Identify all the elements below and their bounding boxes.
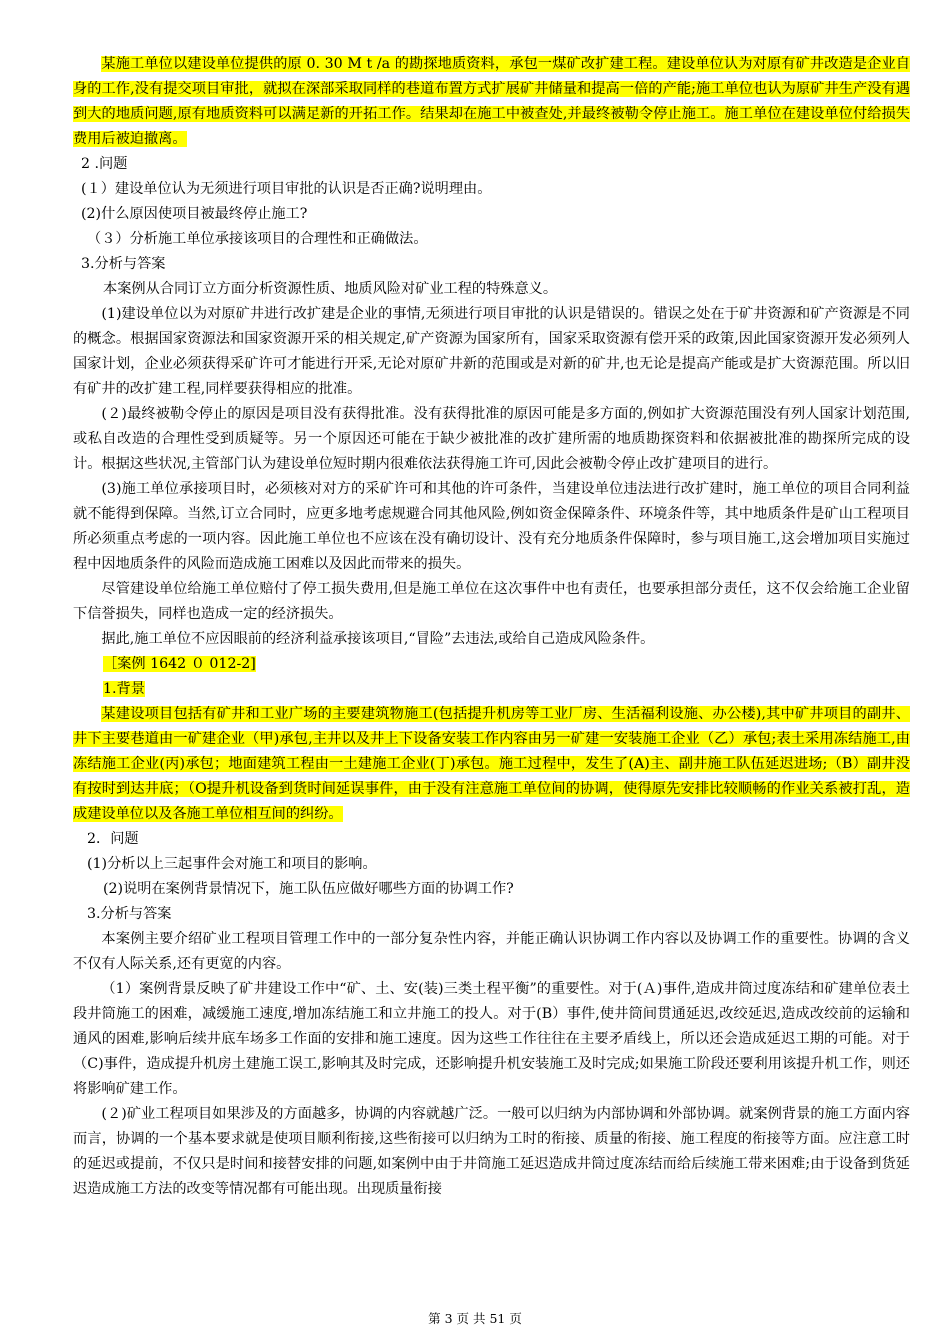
case2-answer-2: (２)矿业工程项目如果涉及的方面越多，协调的内容就越广泛。一般可以归纳为内部协调和外部协调。就案例背景的施工方面内容而言，协调的一个基本要求就是使项目顺利衔接,这些衔接可以归纳为工时的衔接、质量的衔接、施工程度的衔接等方面。应注意工时的延迟或提前，不仅只是时间和接替安排的问题,如案例中由于井筒施工延迟造成井筒过度冻结而给后续施工带来困难;由于设备到货延迟造成施工方法的改变等情况都有可能出现。出现质量衔接: [73, 1106, 910, 1197]
case1-question-2: (2)什么原因使项目被最终停止施工?: [81, 206, 308, 222]
case1-answer-1: (1)建设单位以为对原矿井进行改扩建是企业的事情,无须进行项目审批的认识是错误的。错误之处在于矿井资源和矿产资源是不同的概念。根据国家资源法和国家资源开采的相关规定,矿产资源为国家所有，国家采取资源有偿开采的政策,因此国家资源开发必须列人国家计划，企业必须获得采矿许可才能进行开采,无论对原矿井新的范围或是对新的矿井,也无论是提高产能或是扩大资源范围。所以旧有矿井的改扩建工程,同样要获得相应的批准。: [73, 306, 910, 397]
case1-analysis-intro: 本案例从合同订立方面分析资源性质、地质风险对矿业工程的特殊意义。: [103, 281, 558, 297]
case1-analysis-heading: 3.分析与答案: [81, 256, 166, 272]
highlighted-text: 某建设项目包括有矿井和工业广场的主要建筑物施工(包括提升机房等工业厂房、生活福利设施、办公楼),其中矿井项目的副井、井下主要巷道由一矿建企业（甲)承包,主井以及井上下设备安装工作内容由另一矿建一安装施工企业（乙）承包;表土采用冻结施工,由冻结施工企业(丙)承包；地面建筑工程由一土建施工企业(丁)承包。施工过程中，发生了(A)主、副井施工队伍延迟进场;（B）副井没有按时到达井底；（O提升机设备到货时间延误事件，由于没有注意施工单位间的协调，使得原先安排比较顺畅的作业关系被打乱，造成建设单位以及各施工单位相互间的纠纷。: [73, 706, 910, 822]
page-body: [73, 52, 910, 1202]
highlighted-text: 某施工单位以建设单位提供的原 0. 30 M t /a 的勘探地质资料，承包一煤矿改扩建工程。建设单位认为对原有矿井改造是企业自身的工作,没有提交项目审批，就拟在深部采取同样的巷道布置方式扩展矿井储量和提高一倍的产能;施工单位也认为原矿井生产没有遇到大的地质问题,原有地质资料可以满足新的开拓工作。结果却在施工中被查处,并最终被勒令停止施工。施工单位在建设单位付给损失费用后被迫撤离。: [73, 56, 910, 147]
case1-answer-4: 尽管建设单位给施工单位赔付了停工损失费用,但是施工单位在这次事件中也有责任，也要承担部分责任，这不仅会给施工企业留下信誉损失，同样也造成一定的经济损失。: [73, 581, 910, 622]
page-footer: 第 3 页 共 51 页: [428, 1311, 522, 1326]
case2-question-2: (2)说明在案例背景情况下，施工队伍应做好哪些方面的协调工作?: [103, 881, 514, 897]
case2-answer-1: （1）案例背景反映了矿井建设工作中“矿、土、安(装)三类土程平衡”的重要性。对于(Ａ)事件,造成井筒过度冻结和矿建单位表土段井筒施工的困难，减缓施工速度,增加冻结施工和立井施工的投人。对于(B）事件,使井筒间贯通延迟,改绞延迟,造成改绞前的运输和通风的困难,影响后续井底车场多工作面的安排和施工速度。因为这些工作往往在主要矛盾线上，所以还会造成延迟工期的可能。对于（C)事件，造成提升机房土建施工误工,影响其及时完成，还影响提升机安装施工及时完成;如果施工阶段还要利用该提升机工作，则还将影响矿建工作。: [73, 981, 910, 1097]
case2-question-1: (1)分析以上三起事件会对施工和项目的影响。: [87, 856, 377, 872]
case2-analysis-heading: 3.分析与答案: [87, 906, 172, 922]
case2-label: ［案例 1642 ０ 012-2]: [103, 656, 256, 672]
case1-question-1: (１）建设单位认为无须进行项目审批的认识是否正确?说明理由。: [81, 181, 492, 197]
case1-questions-heading: 2 .问题: [81, 156, 128, 172]
case2-analysis-intro: 本案例主要介绍矿业工程项目管理工作中的一部分复杂性内容，并能正确认识协调工作内容以及协调工作的重要性。协调的含义不仅有人际关系,还有更宽的内容。: [73, 931, 910, 972]
case1-answer-5: 据此,施工单位不应因眼前的经济利益承接该项目,“冒险”去违法,或给自己造成风险条件。: [101, 631, 655, 647]
case1-answer-2: (２)最终被勒令停止的原因是项目没有获得批准。没有获得批准的原因可能是多方面的,例如扩大资源范围没有列人国家计划范围,或私自改造的合理性受到质疑等。另一个原因还可能在于缺少被批准的改扩建所需的地质勘探资料和依据被批准的勘探所完成的设计。根据这些状况,主管部门认为建设单位短时期内很难依法获得施工许可,因此会被勒令停止改扩建项目的进行。: [73, 406, 910, 472]
case2-background-paragraph: [73, 702, 910, 827]
case1-background-paragraph: [73, 52, 910, 152]
case2-background-heading: 1.背景: [103, 681, 145, 697]
case1-answer-3: (3)施工单位承接项目时，必须核对对方的采矿许可和其他的许可条件，当建设单位违法进行改扩建时，施工单位的项目合同利益就不能得到保障。当然,订立合同时，应更多地考虑规避合同其他风险,例如资金保障条件、环境条件等，其中地质条件是矿山工程项目所必须重点考虑的一项内容。因此施工单位也不应该在没有确切设计、没有充分地质条件保障时，参与项目施工,这会增加项目实施过程中因地质条件的风险而造成施工困难以及因此而带来的损失。: [73, 481, 910, 572]
case2-questions-heading: 2．问题: [87, 831, 139, 847]
case1-question-3: （３）分析施工单位承接该项目的合理性和正确做法。: [87, 231, 428, 247]
